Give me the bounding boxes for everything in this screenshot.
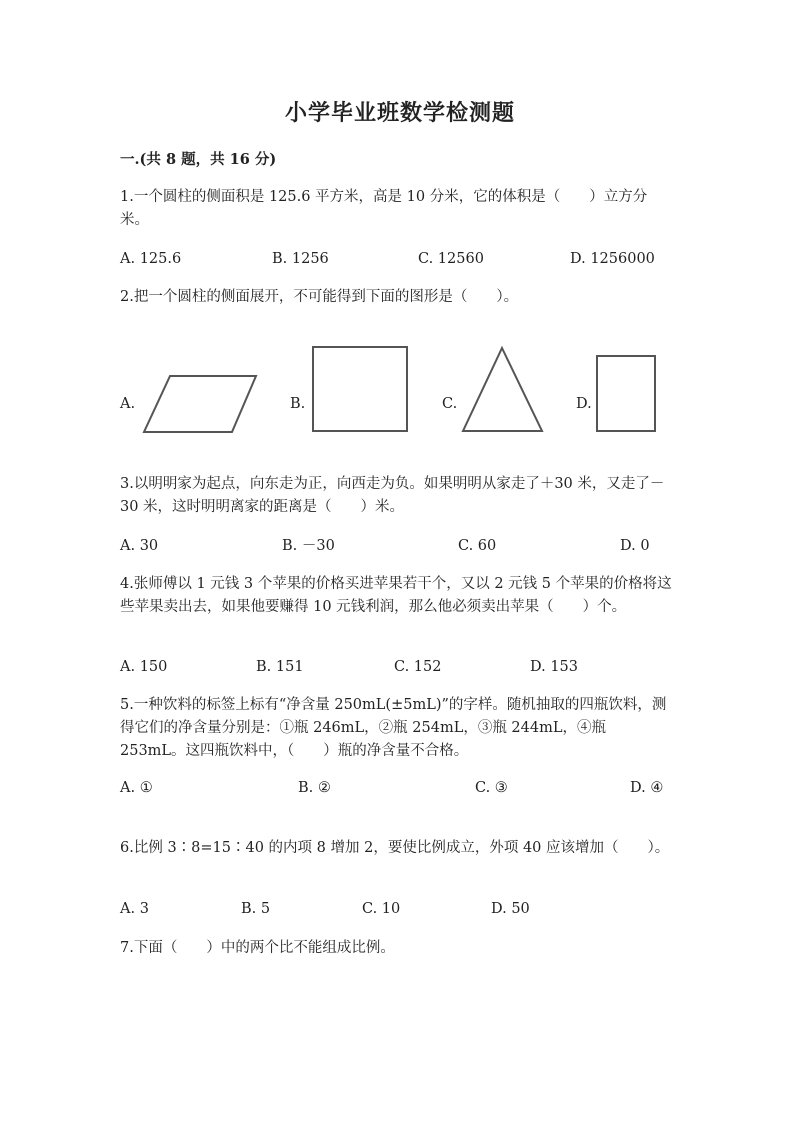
parallelogram-figure: [140, 330, 260, 440]
question-1-option-c[interactable]: C. 12560: [418, 251, 484, 267]
question-3-option-c[interactable]: C. 60: [458, 538, 497, 554]
question-4-option-c[interactable]: C. 152: [394, 659, 442, 675]
figure-d-label[interactable]: D.: [576, 396, 592, 412]
question-4-stem: 4.张师傅以 1 元钱 3 个苹果的价格买进苹果若干个，又以 2 元钱 5 个苹果的价格将这些苹果卖出去，如果他要赚得 10 元钱利润，那么他必须卖出苹果（ ）个。: [120, 576, 672, 615]
question-5-stem: 5.一种饮料的标签上标有“净含量 250mL(±5mL)”的字样。随机抽取的四瓶饮料，测得它们的净含量分别是：①瓶 246mL，②瓶 254mL，③瓶 244mL，④瓶 253mL。这四瓶饮料中，（ ）瓶的净含量不合格。: [120, 697, 667, 759]
question-2-figures: [120, 330, 680, 440]
question-1-option-d[interactable]: D. 1256000: [570, 251, 655, 267]
rectangle-figure: [594, 330, 660, 440]
figure-b-label[interactable]: B.: [290, 396, 306, 412]
question-6-option-b[interactable]: B. 5: [241, 901, 271, 917]
figure-c-label[interactable]: C.: [442, 396, 458, 412]
question-3-option-d[interactable]: D. 0: [620, 538, 650, 554]
question-5-option-d[interactable]: D. ④: [630, 780, 664, 796]
question-5-option-c[interactable]: C. ③: [475, 780, 508, 796]
question-6-stem: 6.比例 3∶8=15∶40 的内项 8 增加 2，要使比例成立，外项 40 应该增加（ ）。: [120, 840, 670, 856]
figure-a-label[interactable]: A.: [120, 396, 136, 412]
question-6-option-a[interactable]: A. 3: [120, 901, 149, 917]
triangle-figure: [460, 330, 550, 440]
question-5-option-b[interactable]: B. ②: [298, 780, 331, 796]
question-1-stem: 1.一个圆柱的侧面积是 125.6 平方米，高是 10 分米，它的体积是（ ）立方分米。: [120, 189, 648, 228]
question-4-option-b[interactable]: B. 151: [256, 659, 304, 675]
question-1-option-b[interactable]: B. 1256: [272, 251, 329, 267]
question-4-option-d[interactable]: D. 153: [530, 659, 579, 675]
question-5-option-a[interactable]: A. ①: [120, 780, 153, 796]
question-3-option-a[interactable]: A. 30: [120, 538, 159, 554]
question-6-option-c[interactable]: C. 10: [362, 901, 401, 917]
question-3-stem: 3.以明明家为起点，向东走为正，向西走为负。如果明明从家走了＋30 米，又走了－30 米，这时明明离家的距离是（ ）米。: [120, 476, 665, 515]
question-1-option-a[interactable]: A. 125.6: [120, 251, 182, 267]
square-figure: [310, 330, 410, 440]
question-6-option-d[interactable]: D. 50: [491, 901, 530, 917]
question-2-stem: 2.把一个圆柱的侧面展开，不可能得到下面的图形是（ ）。: [120, 289, 519, 305]
question-7-stem: 7.下面（ ）中的两个比不能组成比例。: [120, 940, 395, 956]
question-3-option-b[interactable]: B. －30: [282, 538, 335, 554]
section-heading: 一.(共 8 题，共 16 分): [120, 151, 277, 168]
question-4-option-a[interactable]: A. 150: [120, 659, 168, 675]
page-title: 小学毕业班数学检测题: [284, 100, 515, 126]
